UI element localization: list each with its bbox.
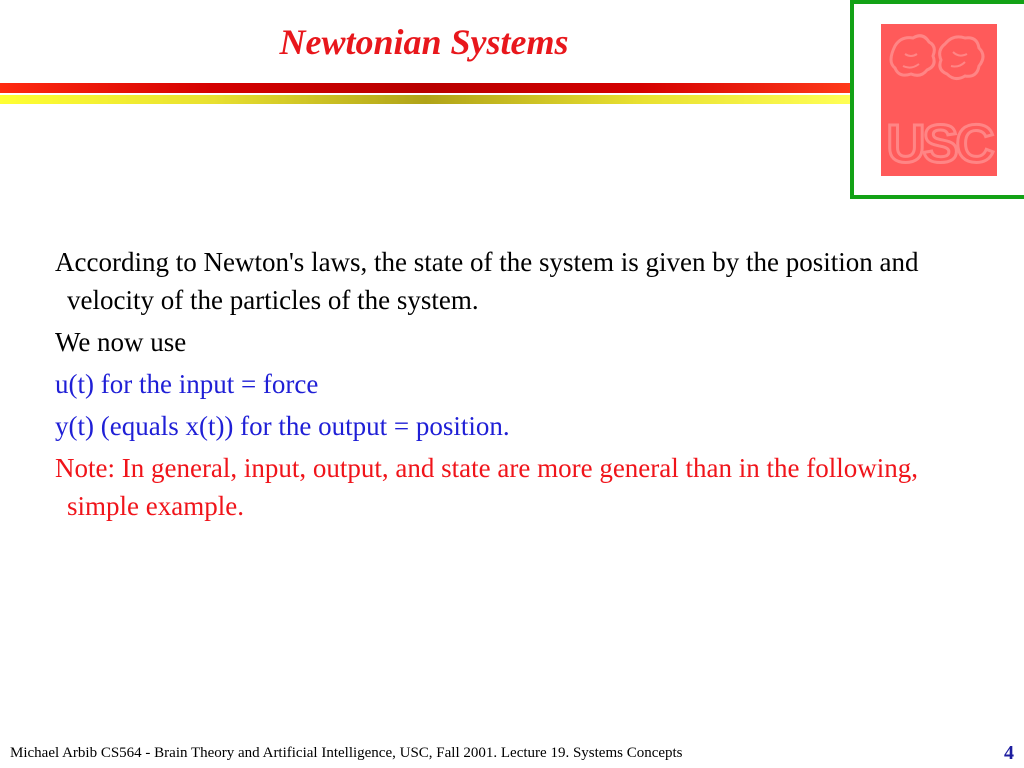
paragraph-output-definition: y(t) (equals x(t)) for the output = position. [55,411,510,441]
usc-brain-logo [881,24,997,176]
title-underline-red [0,83,851,93]
slide-body [55,243,955,529]
paragraph-input-definition: u(t) for the input = force [55,369,319,399]
paragraph-state-definition: According to Newton's laws, the state of the system is given by the position and velocity of the particles of the system. [55,247,919,315]
paragraph-we-now-use: We now use [55,327,187,357]
slide-title: Newtonian Systems [279,22,569,62]
slide-footer: Michael Arbib CS564 - Brain Theory and Artificial Intelligence, USC, Fall 2001. Lecture 19. Systems Concepts [10,745,683,761]
title-underline-yellow [0,95,851,104]
usc-logo-frame [850,0,1024,199]
page-number: 4 [1004,742,1014,764]
paragraph-note: Note: In general, input, output, and state are more general than in the following, simple example. [55,453,918,521]
usc-letters: USC [886,114,992,174]
